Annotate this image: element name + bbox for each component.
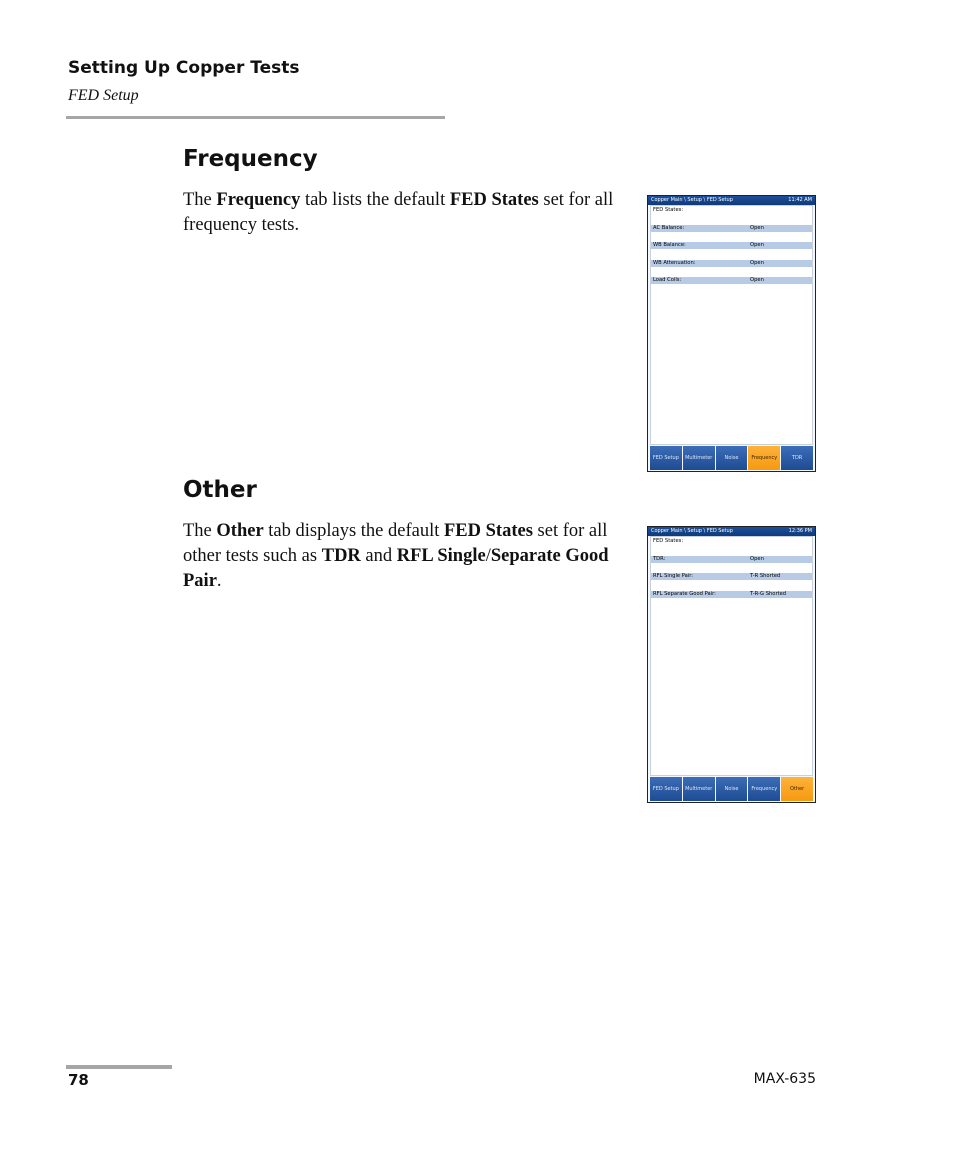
breadcrumb: Copper Main \ Setup \ FED Setup: [651, 528, 733, 534]
section-subtitle: FED Setup: [68, 87, 139, 104]
setting-row[interactable]: RFL Separate Good Pair: T-R-G Shorted: [651, 591, 812, 598]
setting-row[interactable]: WB Attenuation: Open: [651, 260, 812, 267]
tab-frequency[interactable]: Frequency: [748, 777, 780, 801]
setting-row[interactable]: Load Coils: Open: [651, 277, 812, 284]
frequency-heading: Frequency: [183, 146, 318, 172]
tab-other[interactable]: Other: [781, 777, 813, 801]
setting-row[interactable]: TDR: Open: [651, 556, 812, 563]
fed-states-label: FED States:: [653, 207, 684, 213]
tab-bar: [650, 777, 813, 801]
header-divider: [66, 116, 445, 119]
other-paragraph: The Other tab displays the default FED States set for all other tests such as TDR and RFL Single/Separate Good Pair.: [183, 521, 609, 591]
model-name: MAX-635: [753, 1071, 816, 1087]
clock: 12:36 PM: [788, 528, 812, 534]
tab-noise[interactable]: Noise: [716, 446, 748, 470]
tab-multimeter[interactable]: Multimeter: [683, 777, 715, 801]
frequency-screenshot: [647, 195, 816, 472]
tab-tdr[interactable]: TDR: [781, 446, 813, 470]
fed-states-label: FED States:: [653, 538, 684, 544]
frequency-paragraph: The Frequency tab lists the default FED States set for all frequency tests.: [183, 190, 614, 235]
tab-fed-setup[interactable]: FED Setup: [650, 446, 682, 470]
other-screenshot: [647, 526, 816, 803]
tab-fed-setup[interactable]: FED Setup: [650, 777, 682, 801]
settings-panel: [650, 536, 813, 776]
screenshot-title-bar: [648, 196, 815, 205]
setting-row[interactable]: WB Balance: Open: [651, 242, 812, 249]
clock: 11:42 AM: [788, 197, 812, 203]
settings-panel: [650, 205, 813, 445]
tab-frequency[interactable]: Frequency: [748, 446, 780, 470]
tab-multimeter[interactable]: Multimeter: [683, 446, 715, 470]
tab-noise[interactable]: Noise: [716, 777, 748, 801]
other-heading: Other: [183, 477, 257, 503]
footer-divider: [66, 1065, 172, 1069]
setting-row[interactable]: AC Balance: Open: [651, 225, 812, 232]
chapter-title: Setting Up Copper Tests: [68, 58, 300, 78]
setting-row[interactable]: RFL Single Pair: T-R Shorted: [651, 573, 812, 580]
tab-bar: [650, 446, 813, 470]
breadcrumb: Copper Main \ Setup \ FED Setup: [651, 197, 733, 203]
page-number: 78: [68, 1071, 89, 1089]
screenshot-title-bar: [648, 527, 815, 536]
